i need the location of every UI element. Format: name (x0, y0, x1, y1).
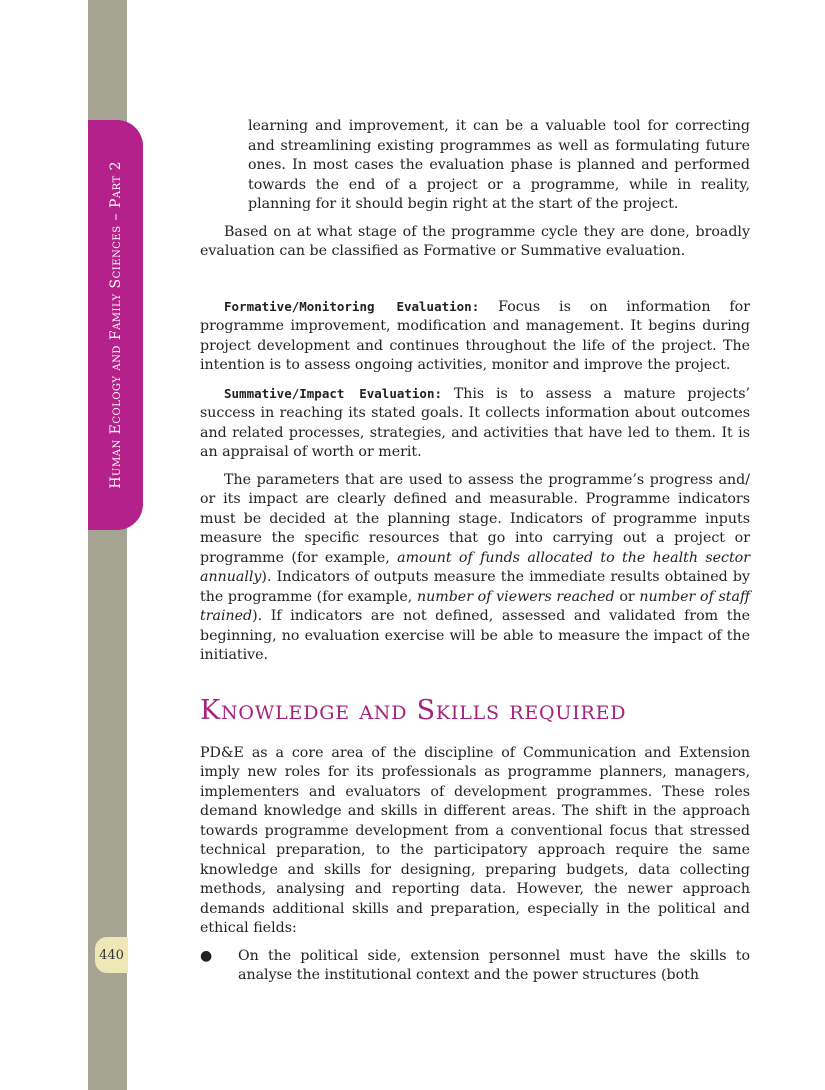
formative-paragraph (200, 297, 750, 376)
summative-paragraph (200, 384, 750, 463)
page-content (200, 117, 750, 986)
parameters-italic-1: amount of funds allocated to the health sector annually (200, 549, 750, 585)
spacer (200, 262, 750, 289)
parameters-italic-3: number of staff trained (200, 588, 751, 624)
section-heading: Knowledge and Skills required (200, 694, 627, 726)
intro-continuation: learning and improvement, it can be a valuable tool for correcting and streamlining existing programmes as well as formulating future ones. In most cases the evaluation phase is planned and performed towards the end of a project or a programme, while in reality, planning for it should begin right at the start of the project. (248, 118, 750, 212)
bullet-text: On the political side, extension personnel must have the skills to analyse the institutional context and the power structures (both (238, 947, 750, 983)
formative-term: Formative/Monitoring Evaluation: (224, 298, 480, 314)
page-number: 440 (95, 937, 128, 973)
parameters-text-1: The parameters that are used to assess the programme’s progress and/ or its impact are clearly defined and measurable. Programme indicators must be decided at the planning stage. Indicators of programme inputs measure the specific resources that go into carrying out a project or programme (for example, (200, 471, 750, 566)
section-tab-label (88, 120, 143, 530)
summative-text: This is to assess a mature projects’ success in reaching its stated goals. It collects information about outcomes and related processes, strategies, and activities that have led to them. It is an appraisal of worth or merit. (200, 385, 750, 460)
classification-paragraph: Based on at what stage of the programme cycle they are done, broadly evaluation can be classified as Formative or Summative evaluation. (200, 223, 750, 259)
parameters-italic-2: number of viewers reached (417, 588, 615, 605)
summative-term: Summative/Impact Evaluation: (224, 385, 442, 401)
formative-text: Focus is on information for programme improvement, modification and management. It begins during project development and continues throughout the life of the project. The intention is to assess ongoing activities, monitor and improve the project. (200, 298, 750, 373)
parameters-text-3: or (614, 588, 640, 605)
bullet-item (200, 947, 750, 986)
knowledge-paragraph: PD&E as a core area of the discipline of Communication and Extension imply new roles for its professionals as programme planners, managers, implementers and evaluators of development programmes. These roles demand knowledge and skills in different areas. The shift in the approach towards programme development from a conventional focus that stressed technical preparation, to the participatory approach require the same knowledge and skills for designing, preparing budgets, data collecting methods, analysing and reporting data. However, the newer approach demands additional skills and preparation, especially in the political and ethical fields: (200, 744, 750, 936)
parameters-text-2: ). Indicators of outputs measure the immediate results obtained by the programme (for example, (200, 569, 750, 605)
section-title: Human Ecology and Family Sciences – Part 2 (107, 161, 124, 489)
bullet-marker: ● (200, 947, 213, 964)
parameters-text-4: ). If indicators are not defined, assessed and validated from the beginning, no evaluation exercise will be able to measure the impact of the initiative. (200, 608, 750, 663)
parameters-paragraph (200, 471, 750, 666)
